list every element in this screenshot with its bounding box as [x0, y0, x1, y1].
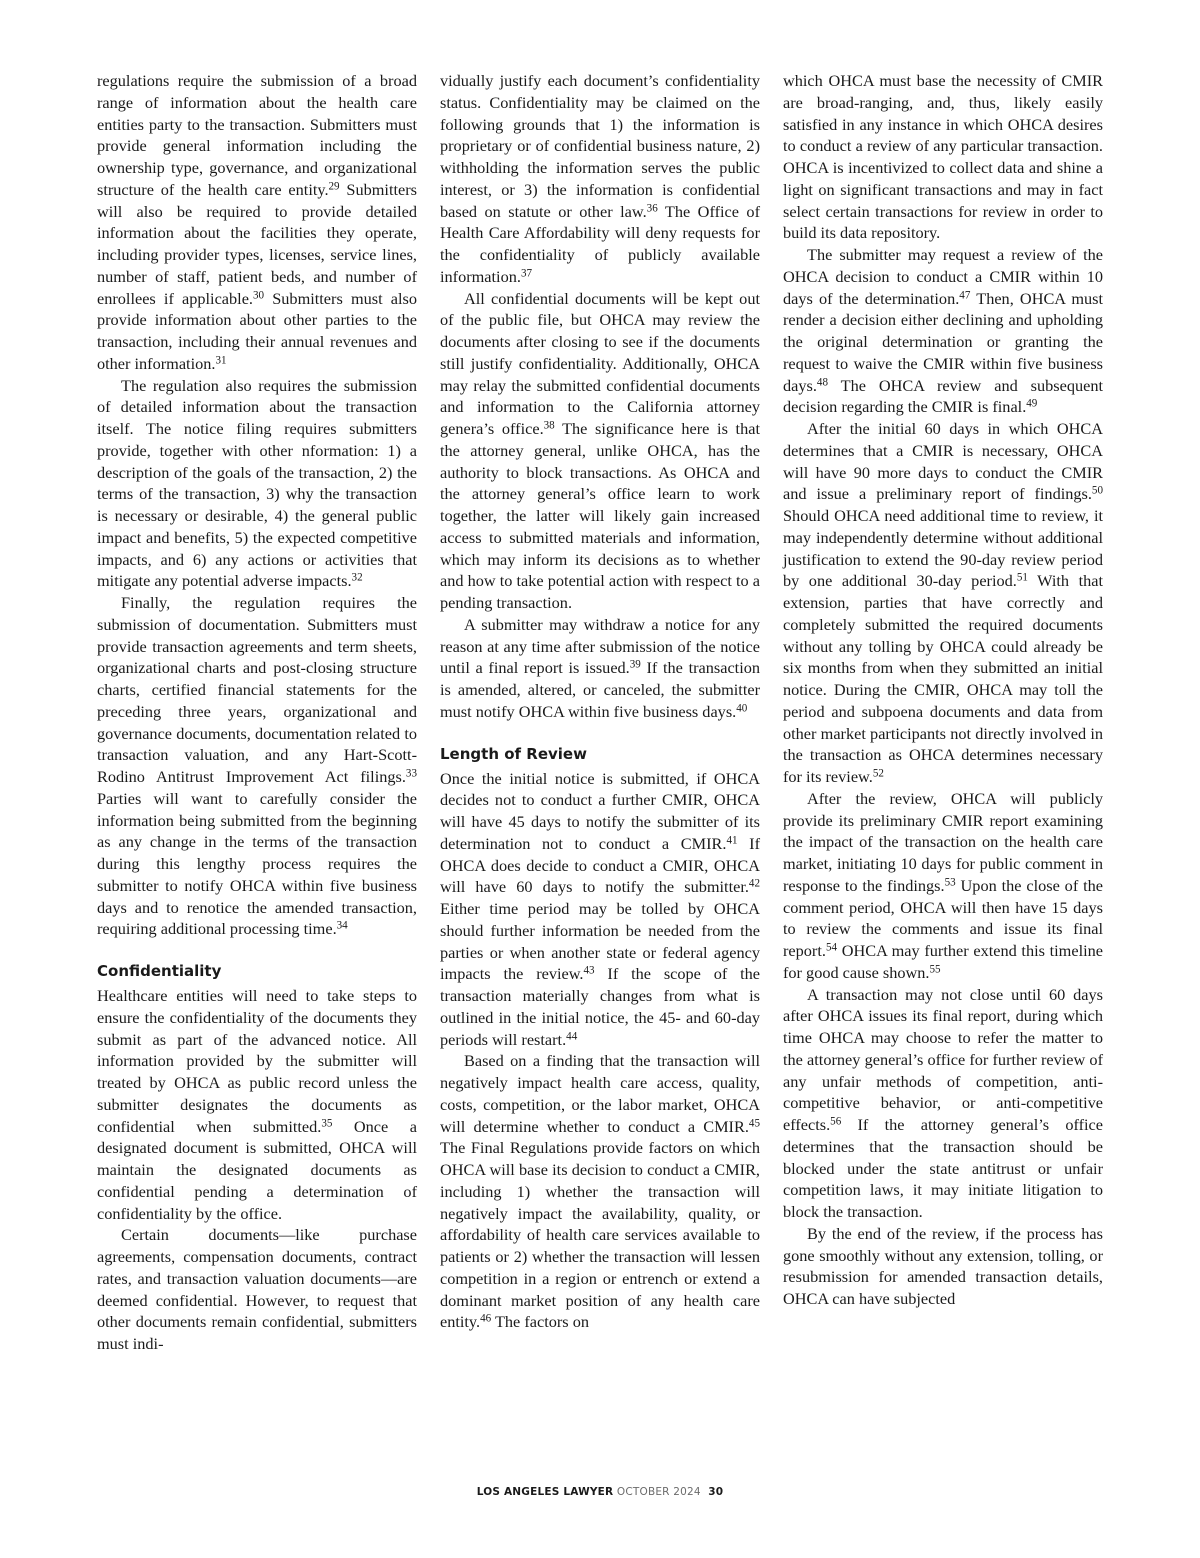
footnote-ref: 55: [929, 963, 941, 976]
footnote-ref: 51: [1016, 571, 1028, 584]
footnote-ref: 33: [405, 767, 417, 780]
footnote-ref: 54: [825, 941, 838, 954]
paragraph: Finally, the regulation requires the submission of documentation. Submitters must provide transaction agreements and term sheets, organizational charts and post-closing structure charts, certified financial statements for the preceding three years, organizational and governance documents, documentation related to transaction valuation, and any Hart-Scott-Rodino Antitrust Improvement Act filings.$^{33}$ Parties will want to carefully consider the information being submitted from the beginning as any change in the terms of the transaction during this lengthy process requires the submitter to notify OHCA within five business days and to renotice the amended transaction, requiring additional processing time.$^{34}$: [97, 593, 417, 939]
paragraph: After the review, OHCA will publicly provide its preliminary CMIR report examining the impact of the transaction on the health care market, initiating 10 days for public comment in response to the findings.$^{53}$ Upon the close of the comment period, OHCA will then have 15 days to review the comments and issue its final report.$^{54}$ OHCA may further extend this timeline for good cause shown.$^{55}$: [783, 788, 1104, 982]
text-column-2: [440, 70, 760, 1333]
footnote-ref: 42: [748, 877, 760, 890]
footnote-ref: 32: [351, 571, 363, 584]
paragraph: A submitter may withdraw a notice for any reason at any time after submission of the notice until a final report is issued.$^{39}$ If the transaction is amended, altered, or canceled, the submitter must notify OHCA within five business days.$^{40}$: [440, 614, 761, 721]
section-heading-confidentiality: Confidentiality: [97, 962, 222, 980]
footnote-ref: 46: [480, 1312, 492, 1325]
footnote-ref: 56: [830, 1115, 842, 1128]
footnote-ref: 43: [583, 964, 595, 977]
footnote-ref: 48: [816, 376, 828, 389]
footnote-ref: 47: [959, 289, 971, 302]
footnote-ref: 34: [336, 919, 348, 932]
page-footer: [0, 1486, 1200, 1498]
paragraph: Once the initial notice is submitted, if OHCA decides not to conduct a further CMIR, OHCA will have 45 days to notify the submitter of its determination not to conduct a CMIR.$^{41}$ If OHCA does decide to conduct a CMIR, OHCA will have 60 days to notify the submitter.$^{42}$ Either time period may be tolled by OHCA should further information be needed from the parties or when another state or federal agency impacts the review.$^{43}$ If the scope of the transaction materially changes from what is outlined in the initial notice, the 45- and 60-day periods will restart.$^{44}$: [440, 768, 761, 1049]
issue-date: OCTOBER 2024: [616, 1486, 701, 1498]
paragraph: The submitter may request a review of the OHCA decision to conduct a CMIR within 10 days of the determination.$^{47}$ Then, OHCA must render a decision either declining and upholding the original determination or granting the request to waive the CMIR within five business days.$^{48}$ The OHCA review and subsequent decision regarding the CMIR is final.$^{49}$: [783, 245, 1104, 417]
paragraph: By the end of the review, if the process has gone smoothly without any extension, tolling, or resubmission for amended transaction details, OHCA can have subjected: [783, 1223, 1103, 1308]
paragraph: After the initial 60 days in which OHCA determines that a CMIR is necessary, OHCA will have 90 more days to conduct the CMIR and issue a preliminary report of findings.$^{50}$ Should OHCA need additional time to review, it may independently determine without additional justification to extend the 90-day review period by one additional 30-day period.$^{51}$ With that extension, parties that have correctly and completely submitted the required documents without any tolling by OHCA could already be six months from when they submitted an initial notice. During the CMIR, OHCA may toll the period and subpoena documents and data from other market participants not directly involved in the transaction as OHCA determines necessary for its review.$^{52}$: [783, 419, 1103, 786]
footnote-ref: 35: [321, 1117, 333, 1130]
footnote-ref: 41: [726, 834, 738, 847]
paragraph: Based on a finding that the transaction will negatively impact health care access, quality, costs, competition, or the labor market, OHCA will determine whether to conduct a CMIR.$^{45}$ The Final Regulations provide factors on which OHCA will base its decision to conduct a CMIR, including 1) whether the transaction will negatively impact the availability, quality, or affordability of health care services available to patients or 2) whether the transaction will lessen competition in a region or entrench or extend a dominant market position of any health care entity.$^{46}$ The factors on: [440, 1051, 760, 1332]
footnote-ref: 39: [629, 658, 641, 671]
page-number: 30: [708, 1486, 724, 1498]
footnote-ref: 31: [215, 354, 227, 367]
footnote-ref: 50: [1091, 484, 1103, 497]
footnote-ref: 40: [736, 702, 748, 715]
footnote-ref: 52: [872, 767, 884, 780]
paragraph: vidually justify each document’s confidentiality status. Confidentiality may be claimed on the following grounds that 1) the information is proprietary or of confidential business nature, 2) withholding the information serves the public interest, or 3) the information is confidential based on statute or other law.$^{36}$ The Office of Health Care Affordability will deny requests for the confidentiality of publicly available information.$^{37}$: [440, 71, 760, 286]
paragraph: which OHCA must base the necessity of CMIR are broad-ranging, and, thus, likely easily satisfied in any instance in which OHCA desires to conduct a review of any particular transaction. OHCA is incentivized to collect data and shine a light on significant transactions and may in fact select certain transactions for review in order to build its data repository.: [783, 71, 1103, 243]
footnote-ref: 29: [328, 180, 340, 193]
paragraph: The regulation also requires the submission of detailed information about the transaction itself. The notice filing requires submitters provide, together with other nformation: 1) a description of the goals of the transaction, 2) the terms of the transaction, 3) why the transaction is necessary or desirable, 4) the general public impact and benefits, 5) the expected competitive impacts, and 6) any actions or activities that mitigate any potential adverse impacts.$^{32}$: [97, 375, 417, 591]
footnote-ref: 49: [1026, 397, 1038, 410]
text-column-1: [97, 70, 417, 1355]
footnote-ref: 38: [543, 419, 555, 432]
text-column-3: [783, 70, 1103, 1310]
footnote-ref: 44: [566, 1030, 578, 1043]
paragraph: A transaction may not close until 60 days after OHCA issues its final report, during which time OHCA may choose to refer the matter to the attorney general’s office for further review of any unfair methods of competition, anti-competitive behavior, or anti-competitive effects.$^{56}$ If the attorney general’s office determines that the transaction should be blocked under the state antitrust or unfair competition laws, it may initiate litigation to block the transaction.: [783, 984, 1103, 1221]
footnote-ref: 53: [944, 876, 956, 889]
section-heading-length-of-review: Length of Review: [440, 744, 587, 763]
paragraph: regulations require the submission of a broad range of information about the health care entities party to the transaction. Submitters must provide general information including the ownership type, governance, and organizational structure of the health care entity.$^{29}$ Submitters will also be required to provide detailed information about the facilities they operate, including provider types, licenses, service lines, number of staff, patient beds, and number of enrollees if applicable.$^{30}$ Submitters must also provide information about other parties to the transaction, including their annual revenues and other information.$^{31}$: [97, 71, 417, 373]
paragraph: Healthcare entities will need to take steps to ensure the confidentiality of the documents they submit as part of the advanced notice. All information provided by the submitter will treated by OHCA as public record unless the submitter designates the documents as confidential when submitted.$^{35}$ Once a designated document is submitted, OHCA will maintain the designated documents as confidential pending a determination of confidentiality by the office.: [97, 986, 417, 1223]
footnote-ref: 37: [520, 267, 533, 280]
paragraph: All confidential documents will be kept out of the public file, but OHCA may review the documents after closing to see if the documents still justify confidentiality. Additionally, OHCA may relay the submitted confidential documents and information to the California attorney genera’s office.$^{38}$ The significance here is that the attorney general, unlike OHCA, has the authority to block transactions. As OHCA and the attorney general’s office learn to work together, the latter will likely gain increased access to submitted materials and information, which may inform its decisions as to whether and how to take potential action with respect to a pending transaction.: [440, 288, 760, 612]
footnote-ref: 45: [748, 1117, 760, 1130]
magazine-name: LOS ANGELES LAWYER: [476, 1486, 614, 1498]
footnote-ref: 30: [253, 289, 265, 302]
paragraph: Certain documents—like purchase agreements, compensation documents, contract rates, and transaction valuation documents—are deemed confidential. However, to request that other documents remain confidential, submitters must indi-: [97, 1225, 417, 1353]
footnote-ref: 36: [646, 202, 658, 215]
